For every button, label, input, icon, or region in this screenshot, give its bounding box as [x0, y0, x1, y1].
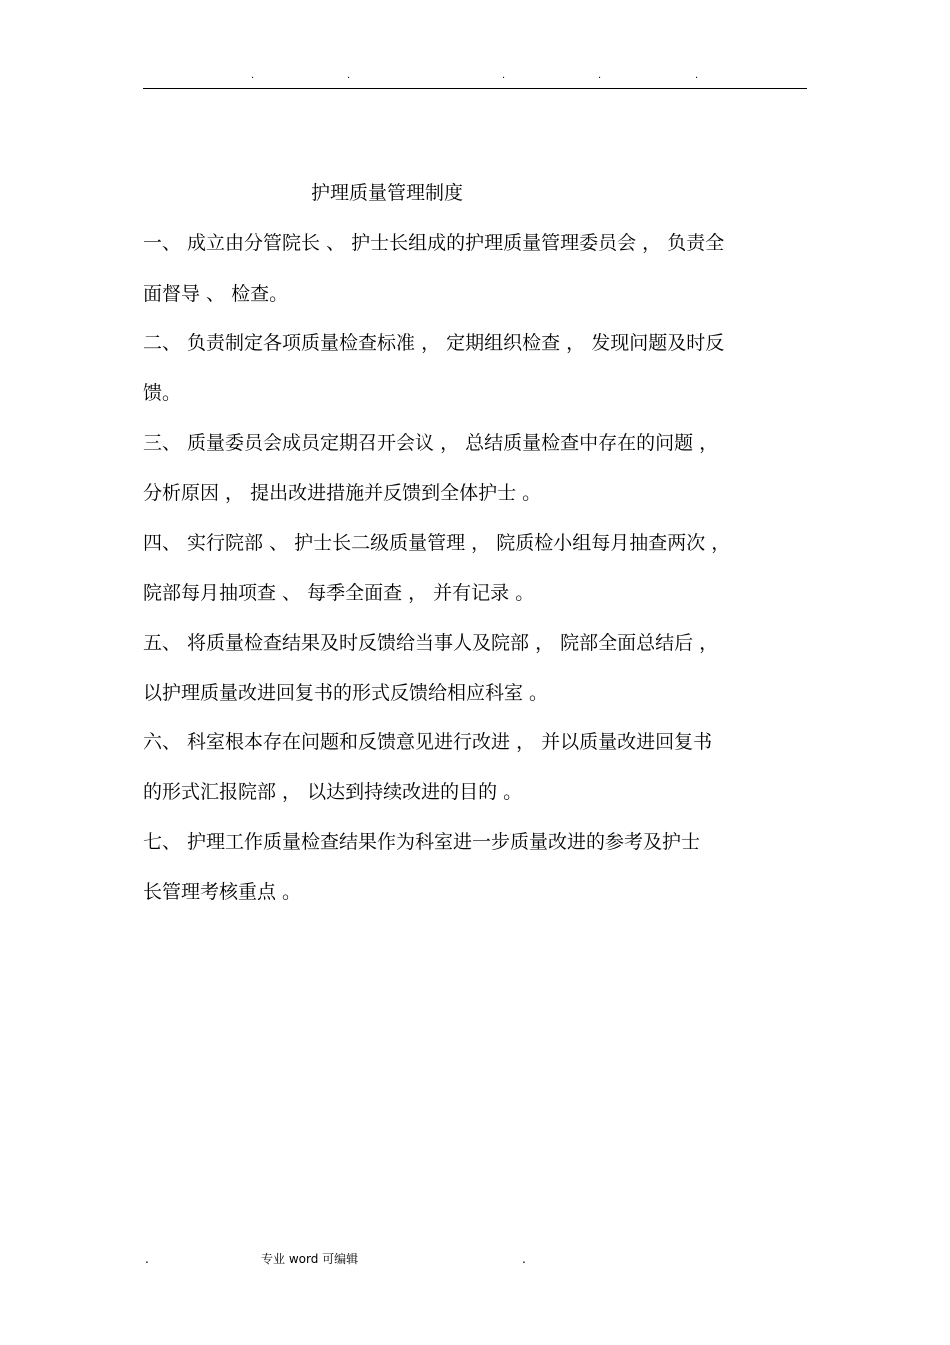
header-dot: . [251, 70, 255, 81]
footer-dot-right: . [522, 1252, 526, 1266]
header-dots [0, 68, 950, 84]
body-line: 以护理质量改进回复书的形式反馈给相应科室 。 [143, 682, 549, 704]
body-line: 五、 将质量检查结果及时反馈给当事人及院部 ， 院部全面总结后 ， [143, 632, 719, 654]
footer-dot-left: . [145, 1252, 149, 1266]
body-line: 一、 成立由分管院长 、 护士长组成的护理质量管理委员会 ， 负责全 [143, 232, 725, 254]
header-dot: . [502, 70, 506, 81]
body-line: 的形式汇报院部 ， 以达到持续改进的目的 。 [143, 781, 523, 803]
body-line: 馈。 [143, 382, 182, 404]
document-title: 护理质量管理制度 [311, 182, 464, 204]
body-line: 六、 科室根本存在问题和反馈意见进行改进 ， 并以质量改进回复书 [143, 731, 713, 753]
body-line: 院部每月抽项查 、 每季全面查 ， 并有记录 。 [143, 582, 535, 604]
header-dot: . [695, 70, 699, 81]
header-dot: . [598, 70, 602, 81]
body-line: 长管理考核重点 。 [143, 881, 302, 903]
body-line: 三、 质量委员会成员定期召开会议 ， 总结质量检查中存在的问题 ， [143, 432, 719, 454]
header-rule [143, 88, 807, 89]
body-line: 二、 负责制定各项质量检查标准 ， 定期组织检查 ， 发现问题及时反 [143, 332, 725, 354]
body-line: 四、 实行院部 、 护士长二级质量管理 ， 院质检小组每月抽查两次 ， [143, 532, 731, 554]
body-line: 七、 护理工作质量检查结果作为科室进一步质量改进的参考及护士 [143, 831, 701, 853]
footer-text: 专业 word 可编辑 [261, 1252, 359, 1266]
body-line: 面督导 、 检查。 [143, 283, 289, 305]
body-line: 分析原因 ， 提出改进措施并反馈到全体护士 。 [143, 482, 542, 504]
header-dot: . [347, 70, 351, 81]
